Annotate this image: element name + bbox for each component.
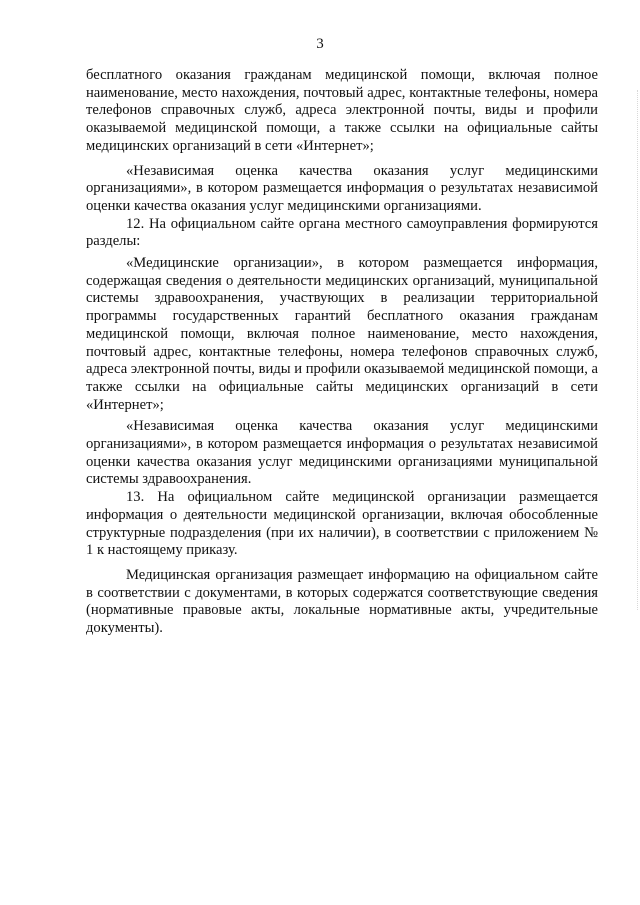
paragraph-independent-assessment-municipal: «Независимая оценка качества оказания услуг медицинскими организациями», в котором размещается информация о результатах независимой оценки качества оказания услуг медицинскими организациями муниципальной системы здравоохранения. bbox=[86, 418, 598, 488]
paragraph-organization-publishes-info: Медицинская организация размещает информацию на официальном сайте в соответствии с документами, в которых содержатся соответствующие сведения (нормативные правовые акты, локальные нормативные акты, учредительные документы). bbox=[86, 566, 598, 637]
scan-edge-marks bbox=[634, 90, 638, 610]
paragraph-independent-assessment-regional: «Независимая оценка качества оказания услуг медицинскими организациями», в котором размещается информация о результатах независимой оценки качества оказания услуг медицинскими организациями. bbox=[86, 162, 598, 214]
paragraph-medical-organizations-section: «Медицинские организации», в котором размещается информация, содержащая сведения о деятельности медицинских организаций, муниципальной системы здравоохранения, участвующих в реализации территориальной программы государственных гарантий бесплатного оказания гражданам медицинской помощи, включая полное наименование, место нахождения, почтовый адрес, контактные телефоны, номера телефонов справочных служб, адреса электронной почты, виды и профили оказываемой медицинской помощи, а также ссылки на официальные сайты медицинских организаций в сети «Интернет»; bbox=[86, 255, 598, 413]
paragraph-item-12: 12. На официальном сайте органа местного самоуправления формируются разделы: bbox=[86, 215, 598, 250]
paragraph-continuation: бесплатного оказания гражданам медицинской помощи, включая полное наименование, место нахождения, почтовый адрес, контактные телефоны, номера телефонов справочных служб, адреса электронной почты, виды и профили оказываемой медицинской помощи, а также ссылки на официальные сайты медицинских организаций в сети «Интернет»; bbox=[86, 67, 598, 154]
paragraph-item-13: 13. На официальном сайте медицинской организации размещается информация о деятельности медицинской организации, включая обособленные структурные подразделения (при их наличии), в соответствии с приложением № 1 к настоящему приказу. bbox=[86, 489, 598, 559]
document-body bbox=[86, 67, 598, 638]
page-number: 3 bbox=[316, 36, 324, 52]
